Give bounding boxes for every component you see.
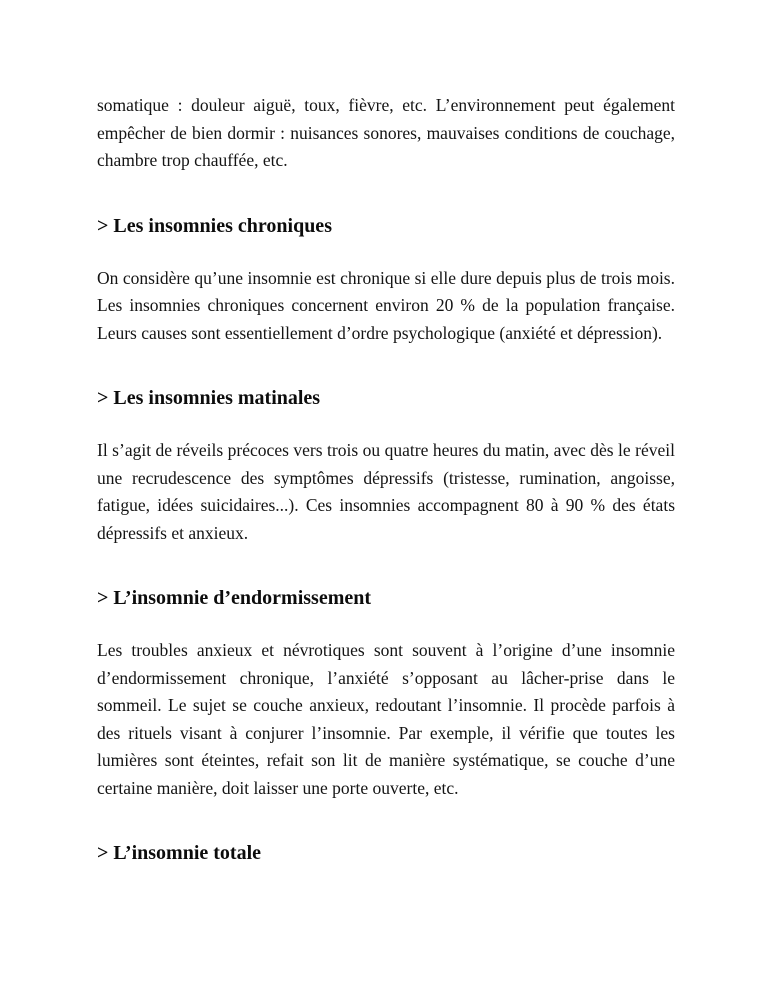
heading-text: Les insomnies matinales [113, 387, 321, 409]
section-heading-insomnie-endormissement [97, 584, 675, 612]
paragraph-insomnies-matinales: Il s’agit de réveils précoces vers trois ou quatre heures du matin, avec dès le réveil une recrudescence des symptômes dépressifs (tristesse, rumination, angoisse, fatigue, idées suicidaires...). Ces insomnies accompagnent 80 à 90 % des états dépressifs et anxieux. [97, 440, 675, 543]
document-page [97, 92, 675, 867]
heading-marker: > [97, 587, 109, 609]
heading-marker: > [97, 214, 109, 237]
heading-text: L’insomnie d’endormissement [113, 587, 372, 609]
section-heading-insomnie-totale [97, 839, 675, 867]
heading-marker: > [97, 842, 109, 864]
paragraph-insomnies-chroniques: On considère qu’une insomnie est chronique si elle dure depuis plus de trois mois. Les insomnies chroniques concernent environ 20 % de la population française. Leurs causes sont essentiellement d’ordre psychologique (anxiété et dépression). [97, 267, 675, 343]
intro-paragraph: somatique : douleur aiguë, toux, fièvre, etc. L’environnement peut également empêcher de bien dormir : nuisances sonores, mauvaises conditions de couchage, chambre trop chauffée, etc. [97, 95, 675, 170]
heading-text: Les insomnies chroniques [113, 214, 332, 237]
heading-marker: > [97, 387, 109, 409]
section-heading-insomnies-chroniques [97, 212, 675, 240]
paragraph-insomnie-endormissement: Les troubles anxieux et névrotiques sont souvent à l’origine d’une insomnie d’endormissement chronique, l’anxiété s’opposant au lâcher-prise dans le sommeil. Le sujet se couche anxieux, redoutant l’insomnie. Il procède parfois à des rituels visant à conjurer l’insomnie. Par exemple, il vérifie que toutes les lumières sont éteintes, refait son lit de manière systématique, se couche d’une certaine manière, doit laisser une porte ouverte, etc. [97, 640, 675, 798]
section-heading-insomnies-matinales [97, 384, 675, 412]
heading-text: L’insomnie totale [113, 842, 262, 864]
